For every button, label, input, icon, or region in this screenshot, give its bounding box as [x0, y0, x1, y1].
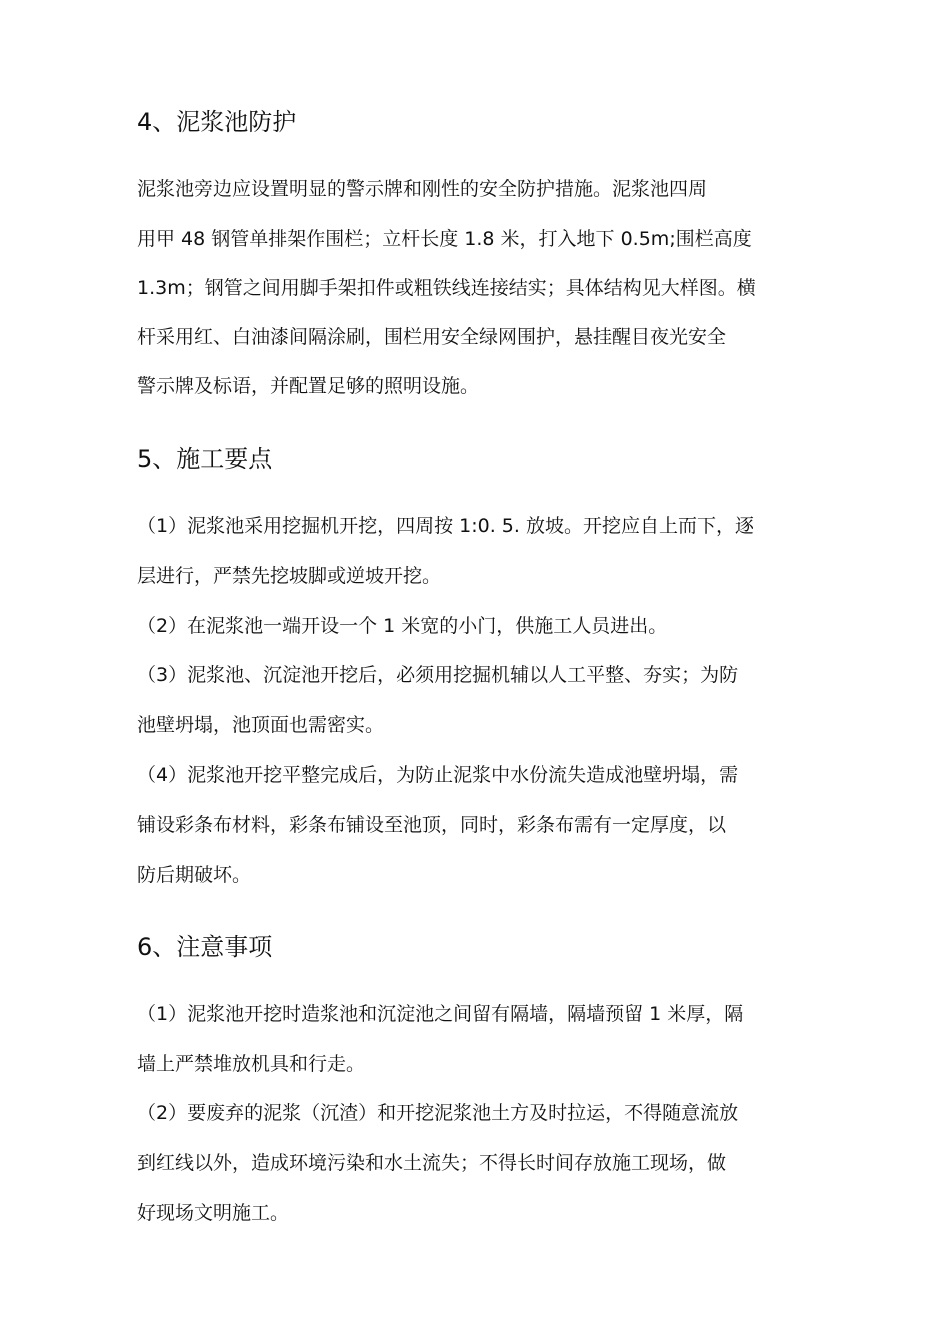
paragraph-line: （2）要废弃的泥浆（沉渣）和开挖泥浆池土方及时拉运，不得随意流放 [137, 1102, 739, 1124]
paragraph-line: 铺设彩条布材料，彩条布铺设至池顶，同时，彩条布需有一定厚度，以 [137, 814, 727, 836]
paragraph-line: 池壁坍塌，池顶面也需密实。 [137, 714, 385, 736]
paragraph-line: 防后期破坏。 [137, 864, 252, 886]
paragraph-line: （4）泥浆池开挖平整完成后，为防止泥浆中水份流失造成池壁坍塌，需 [137, 764, 739, 786]
paragraph-line: 杆采用红、白油漆间隔涂刷，围栏用安全绿网围护，悬挂醒目夜光安全 [137, 326, 727, 348]
paragraph-line: 层进行，严禁先挖坡脚或逆坡开挖。 [137, 565, 442, 587]
paragraph-line: （1）泥浆池开挖时造浆池和沉淀池之间留有隔墙，隔墙预留 1 米厚，隔 [137, 1003, 744, 1025]
section-heading-6: 6、注意事项 [137, 933, 273, 961]
paragraph-line: 1.3m；钢管之间用脚手架扣件或粗铁线连接结实；具体结构见大样图。横 [137, 277, 756, 299]
paragraph-line: 到红线以外，造成环境污染和水土流失；不得长时间存放施工现场，做 [137, 1152, 727, 1174]
paragraph-line: （2）在泥浆池一端开设一个 1 米宽的小门，供施工人员进出。 [137, 615, 668, 637]
paragraph-line: 用甲 48 钢管单排架作围栏；立杆长度 1.8 米，打入地下 0.5m;围栏高度 [137, 228, 752, 250]
paragraph-line: 警示牌及标语，并配置足够的照明设施。 [137, 375, 480, 397]
paragraph-line: （1）泥浆池采用挖掘机开挖，四周按 1:0. 5. 放坡。开挖应自上而下，逐 [137, 515, 754, 537]
paragraph-line: 好现场文明施工。 [137, 1202, 290, 1224]
paragraph-line: 泥浆池旁边应设置明显的警示牌和刚性的安全防护措施。泥浆池四周 [137, 178, 708, 200]
section-heading-4: 4、泥浆池防护 [137, 108, 297, 136]
section-heading-5: 5、施工要点 [137, 445, 273, 473]
paragraph-line: （3）泥浆池、沉淀池开挖后，必须用挖掘机辅以人工平整、夯实；为防 [137, 664, 739, 686]
paragraph-line: 墙上严禁堆放机具和行走。 [137, 1053, 366, 1075]
